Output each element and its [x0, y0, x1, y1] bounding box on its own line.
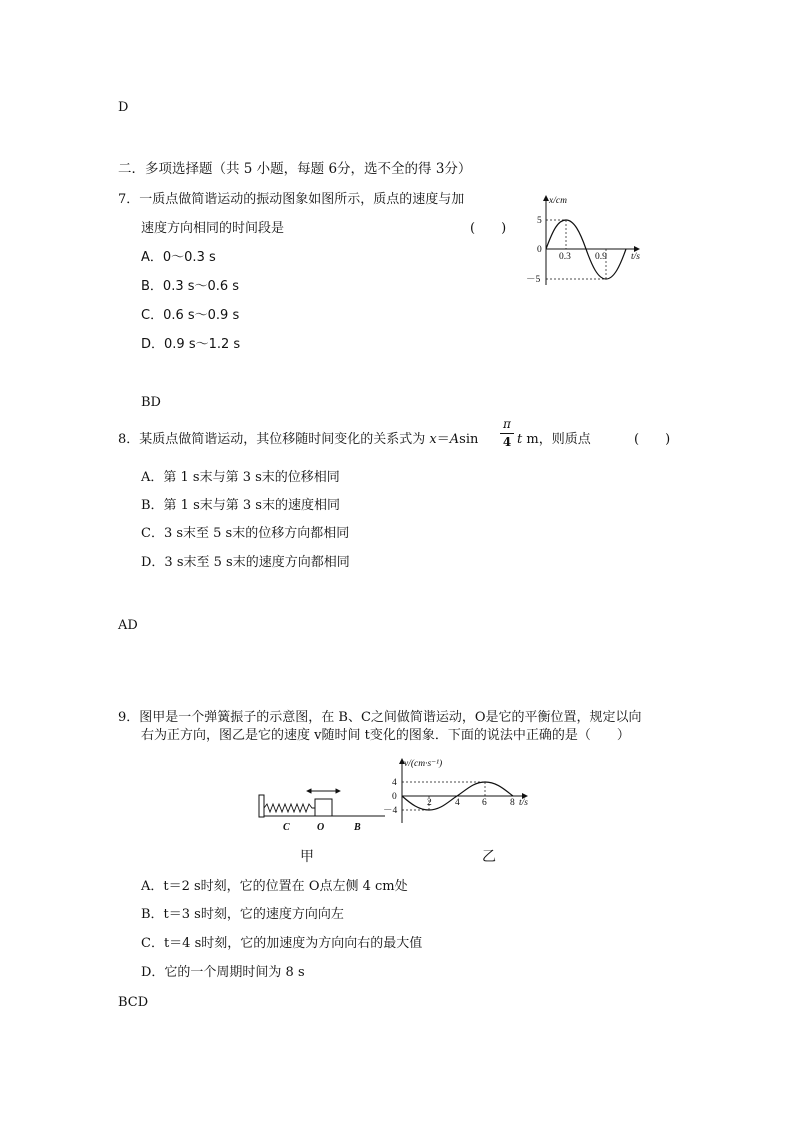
- q8-formula-sin: sin: [459, 432, 479, 447]
- q9-x-tick-4: 4: [455, 798, 460, 808]
- q7-y-tick-0: 0: [537, 245, 542, 255]
- q7-option-c: C．0.6 s～0.9 s: [141, 308, 240, 323]
- q7-option-d: D．0.9 s～1.2 s: [141, 337, 241, 352]
- q9-caption-b: 乙: [482, 849, 496, 865]
- q9-block: [315, 799, 332, 816]
- q9-wall: [259, 795, 264, 817]
- q9-label-b: B: [354, 822, 361, 833]
- q8-stem-before: 8．某质点做简谐运动，其位移随时间变化的关系式为: [118, 432, 430, 447]
- q9-y-tick-4: 4: [392, 778, 397, 788]
- q7-stem-line1: 7．一质点做简谐运动的振动图象如图所示，质点的速度与加: [118, 192, 465, 207]
- q7-paren: ( ): [470, 221, 507, 236]
- q9-stem-line1: 9．图甲是一个弹簧振子的示意图，在 B、C之间做简谐运动，O是它的平衡位置，规定以向: [118, 710, 642, 725]
- answer-q9: BCD: [118, 995, 149, 1010]
- q9-label-o: O: [317, 822, 325, 833]
- q9-x-tick-2: 2: [427, 798, 432, 808]
- q9-velocity-graph: [383, 755, 543, 835]
- q8-fraction: [500, 418, 514, 448]
- section-heading: 二．多项选择题（共 5 小题，每题 6分，选不全的得 3分）: [118, 161, 472, 177]
- q7-y-tick-neg5: －5: [526, 275, 541, 285]
- q8-formula-x: x: [429, 432, 437, 447]
- answer-q8: AD: [118, 618, 138, 633]
- q9-option-b: B．t＝3 s时刻，它的速度方向向左: [141, 907, 344, 922]
- q7-y-label: x/cm: [549, 196, 567, 206]
- q9-caption-a: 甲: [300, 849, 314, 865]
- q7-y-tick-5: 5: [537, 216, 542, 226]
- q7-displacement-graph: [525, 190, 655, 290]
- q8-frac-den: 4: [502, 435, 512, 449]
- q9-option-d: D．它的一个周期时间为 8 s: [141, 965, 305, 980]
- q9-y-label: v/(cm·s⁻¹): [404, 759, 443, 769]
- q8-option-b: B．第 1 s末与第 3 s末的速度相同: [141, 498, 340, 513]
- q9-y-tick-0: 0: [392, 792, 397, 802]
- q8-formula-eq: ＝: [436, 432, 450, 447]
- q9-x-tick-8: 8: [510, 798, 515, 808]
- q8-formula-t: t: [517, 432, 523, 447]
- q8-option-c: C．3 s末至 5 s末的位移方向都相同: [141, 526, 350, 541]
- q8-frac-num: π: [503, 417, 511, 431]
- answer-q6: D: [118, 100, 129, 115]
- q9-x-tick-6: 6: [482, 798, 487, 808]
- q7-stem-line2: 速度方向相同的时间段是: [141, 221, 285, 236]
- answer-q7: BD: [141, 395, 161, 410]
- q8-option-a: A．第 1 s末与第 3 s末的位移相同: [141, 470, 340, 485]
- q7-x-tick-09: 0.9: [595, 252, 607, 262]
- q8-stem-after: m，则质点: [522, 432, 591, 447]
- q7-option-a: A．0～0.3 s: [141, 250, 216, 265]
- q7-x-tick-03: 0.3: [559, 252, 571, 262]
- q9-stem-line2: 右为正方向，图乙是它的速度 v随时间 t变化的图象．下面的说法中正确的是（ ）: [141, 728, 630, 743]
- q8-paren: ( ): [634, 432, 671, 447]
- q9-x-label: t/s: [519, 798, 528, 808]
- q9-spring: [264, 804, 315, 812]
- q8-stem-tail: [517, 433, 591, 446]
- q8-option-d: D．3 s末至 5 s末的速度方向都相同: [141, 555, 350, 570]
- q7-x-label: t/s: [631, 252, 640, 262]
- q9-y-tick-neg4: －4: [383, 806, 398, 816]
- q8-formula-a: A: [449, 432, 460, 447]
- q9-label-c: C: [283, 822, 290, 833]
- q9-option-a: A．t＝2 s时刻，它的位置在 O点左侧 4 cm处: [141, 879, 408, 894]
- q8-stem: [118, 433, 478, 446]
- q7-option-b: B．0.3 s～0.6 s: [141, 279, 240, 294]
- q9-spring-oscillator-figure: [255, 780, 390, 835]
- q9-option-c: C．t＝4 s时刻，它的加速度为方向向右的最大值: [141, 936, 423, 951]
